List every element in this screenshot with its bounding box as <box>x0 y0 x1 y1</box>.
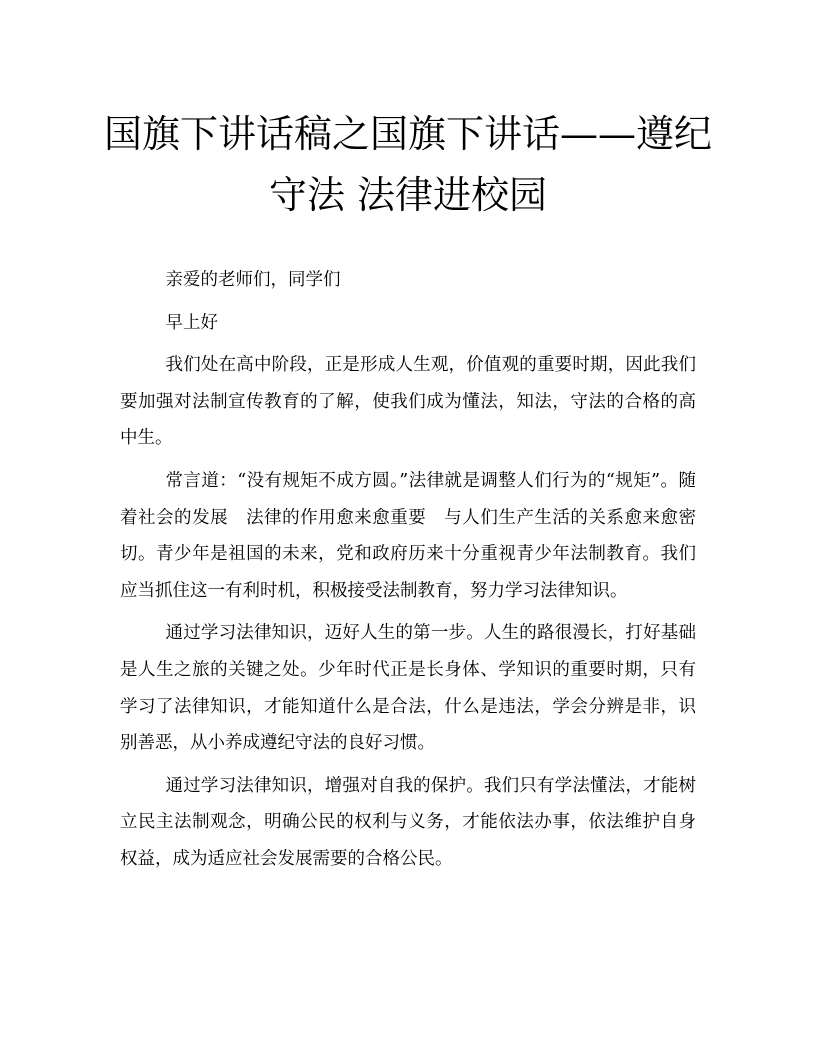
body-paragraph: 常言道：“没有规矩不成方圆。”法律就是调整人们行为的“规矩”。随着社会的发展 法律的作用愈来愈重要 与人们生产生活的关系愈来愈密切。青少年是祖国的未来，党和政府历来十分重视青少年法制教育。我们应当抓住这一有利时机，积极接受法制教育，努力学习法律知识。 <box>120 470 696 601</box>
body-paragraph: 通过学习法律知识，增强对自我的保护。我们只有学法懂法，才能树立民主法制观念，明确公民的权利与义务，才能依法办事，依法维护自身权益，成为适应社会发展需要的合格公民。 <box>120 775 696 869</box>
greeting: 早上好 <box>165 312 218 333</box>
body-paragraph: 我们处在高中阶段，正是形成人生观，价值观的重要时期，因此我们要加强对法制宣传教育的了解，使我们成为懂法，知法，守法的合格的高中生。 <box>120 355 696 449</box>
document-body <box>120 262 696 884</box>
salutation: 亲爱的老师们，同学们 <box>165 270 341 290</box>
body-paragraph: 通过学习法律知识，迈好人生的第一步。人生的路很漫长，打好基础是人生之旅的关键之处。少年时代正是长身体、学知识的重要时期，只有学习了法律知识，才能知道什么是合法，什么是违法，学会分辨是非，识别善恶，从小养成遵纪守法的良好习惯。 <box>120 623 696 754</box>
document-title: 国旗下讲话稿之国旗下讲话——遵纪守法 法律进校园 <box>103 112 712 217</box>
